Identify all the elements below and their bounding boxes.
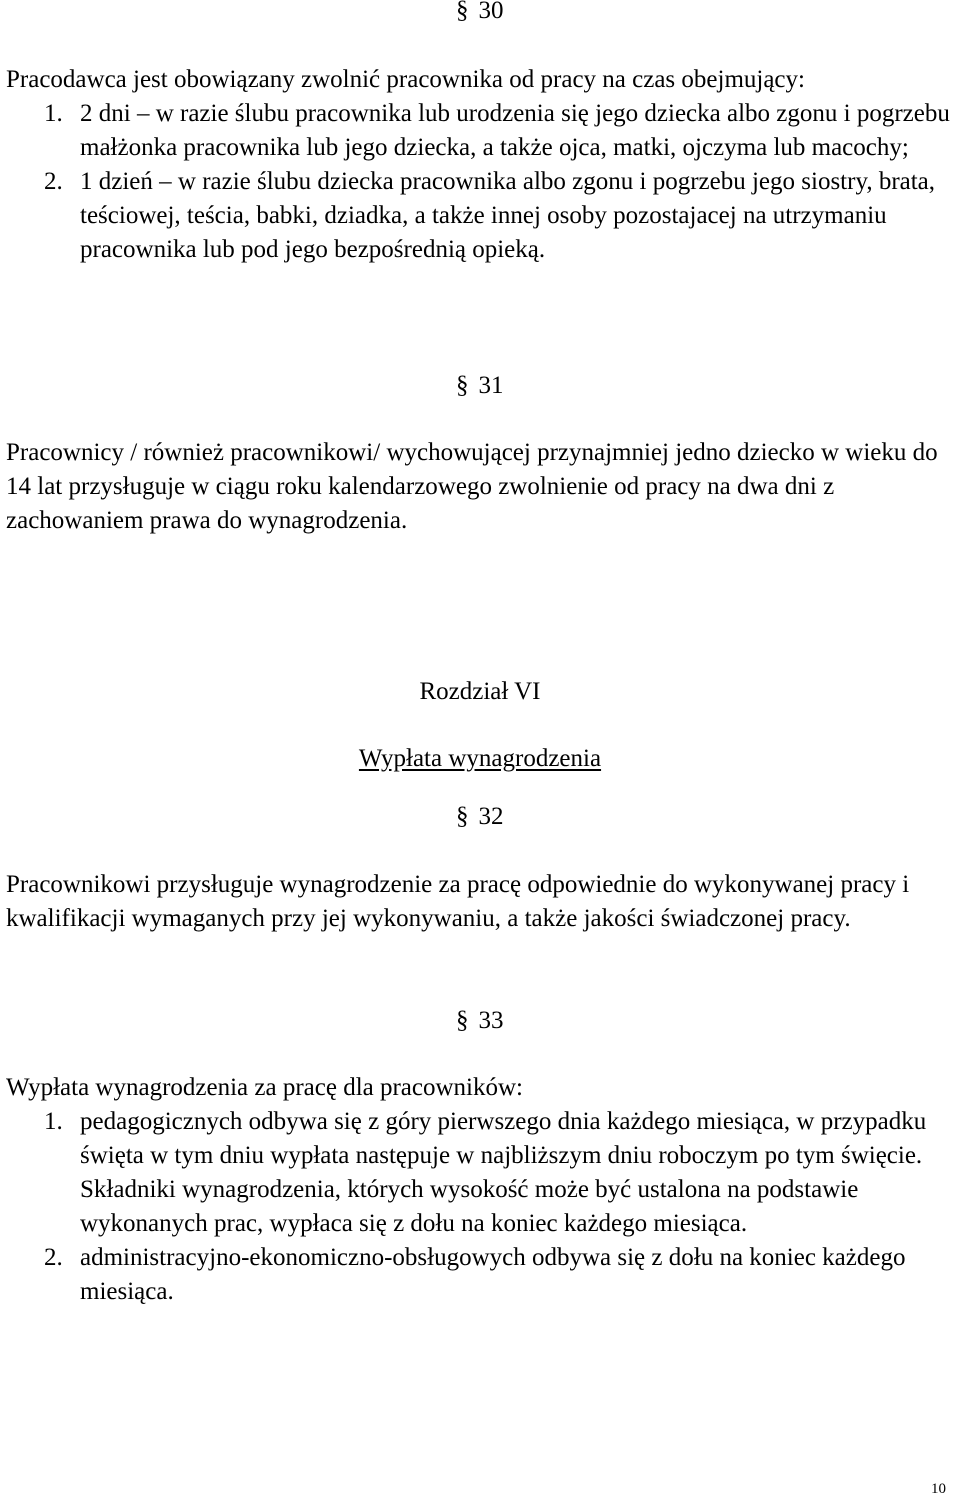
list-item	[6, 97, 951, 165]
list-item-text: 2 dni – w razie ślubu pracownika lub urodzenia się jego dziecka albo zgonu i pogrzebu małżonka pracownika lub jego dziecka, a także ojca, matki, ojczyma lub macochy;	[80, 100, 950, 161]
section-33-list	[6, 1105, 951, 1309]
list-item	[6, 1241, 951, 1309]
list-item-number: 2.	[44, 1244, 63, 1271]
section-30-heading	[456, 0, 504, 28]
chapter-subtitle-text: Wypłata wynagrodzenia	[358, 745, 602, 772]
chapter-title: Rozdział VI	[419, 678, 541, 705]
section-symbol: §	[456, 372, 469, 399]
section-number: 30	[478, 0, 504, 24]
chapter-subtitle	[0, 742, 960, 776]
list-item-text: 1 dzień – w razie ślubu dziecka pracownika albo zgonu i pogrzebu jego siostry, brata, teściowej, teścia, babki, dziadka, a także innej osoby pozostajacej na utrzymaniu pracownika lub pod jego bezpośrednią opieką.	[80, 168, 936, 263]
section-30-intro: Pracodawca jest obowiązany zwolnić pracownika od pracy na czas obejmujący:	[6, 66, 805, 93]
section-symbol: §	[456, 803, 469, 830]
section-33-intro: Wypłata wynagrodzenia za pracę dla pracowników:	[6, 1074, 524, 1101]
section-number: 33	[478, 1007, 504, 1034]
section-number: 31	[478, 372, 504, 399]
list-item-text: pedagogicznych odbywa się z góry pierwszego dnia każdego miesiąca, w przypadku święta w tym dniu wypłata następuje w najbliższym dniu roboczym po tym święcie. Składniki wynagrodzenia, których wysokość może być ustalona na podstawie wykonanych prac, wypłaca się z dołu na koniec każdego miesiąca.	[80, 1108, 927, 1237]
list-item	[6, 165, 951, 267]
list-item-number: 1.	[44, 100, 63, 127]
page-number: 10	[931, 1481, 946, 1497]
list-item-number: 2.	[44, 168, 63, 195]
list-item-number: 1.	[44, 1108, 63, 1135]
list-item-text: administracyjno-ekonomiczno-obsługowych odbywa się z dołu na koniec każdego miesiąca.	[80, 1244, 906, 1305]
section-32-text: Pracownikowi przysługuje wynagrodzenie za pracę odpowiednie do wykonywanej pracy i kwalifikacji wymaganych przy jej wykonywaniu, a także jakości świadczonej pracy.	[6, 871, 910, 932]
section-30-list	[6, 97, 951, 267]
section-symbol: §	[456, 1007, 469, 1034]
section-32-heading	[456, 800, 504, 834]
section-31-heading	[456, 369, 504, 403]
section-31-text: Pracownicy / również pracownikowi/ wychowującej przynajmniej jedno dziecko w wieku do 14 lat przysługuje w ciągu roku kalendarzowego zwolnienie od pracy na dwa dni z zachowaniem prawa do wynagrodzenia.	[6, 439, 938, 534]
list-item	[6, 1105, 951, 1241]
section-33-heading	[456, 1004, 504, 1038]
section-number: 32	[478, 803, 504, 830]
section-symbol: §	[456, 0, 469, 24]
